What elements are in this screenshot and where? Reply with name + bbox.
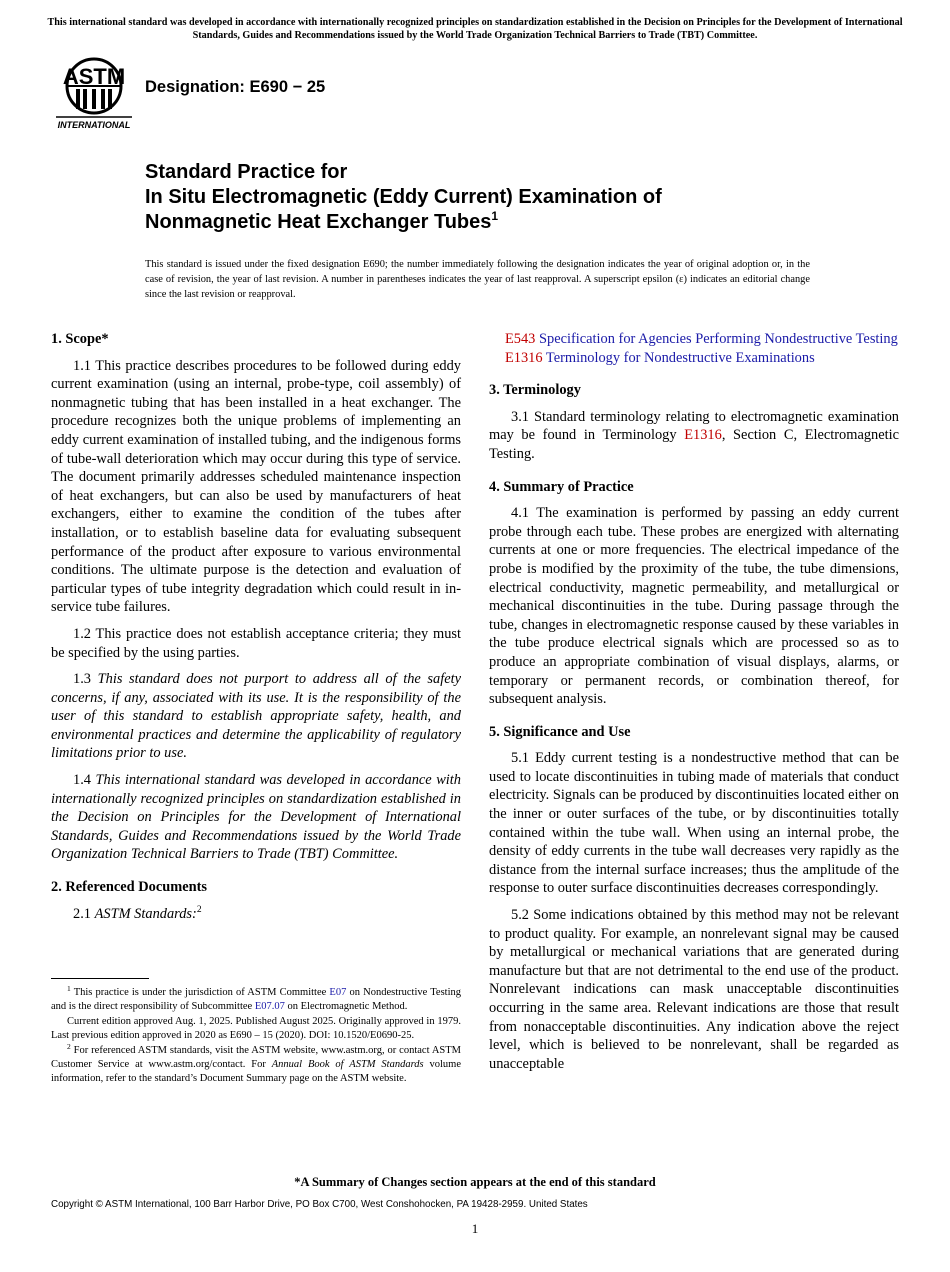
section-2-heading: 2. Referenced Documents xyxy=(51,879,207,896)
title-line-3 xyxy=(145,210,905,235)
reference-e543 xyxy=(489,330,899,349)
title-line-2: In Situ Electromagnetic (Eddy Current) Examination of xyxy=(145,186,662,208)
footnote-divider xyxy=(51,978,149,979)
paragraph-1-3 xyxy=(51,670,461,763)
paragraph-3-1-text-a: 3.1 Standard terminology relating to electromagnetic examination may be found in Terminology xyxy=(489,408,899,444)
paragraph-2-1-text: ASTM Standards: xyxy=(94,905,197,922)
logo-text: INTERNATIONAL xyxy=(57,120,131,130)
footnote-1-mark: 1 xyxy=(67,984,71,993)
reference-e1316 xyxy=(489,349,899,368)
paragraph-1-3-number: 1.3 xyxy=(73,671,91,688)
reference-e543-code[interactable]: E543 xyxy=(505,331,536,347)
footnote-1-edition: Current edition approved Aug. 1, 2025. Published August 2025. Originally approved in 1979. Last previous edition approved in 2020 as E690 – 15 (2020). DOI: 10.1520/E0690-25. xyxy=(51,1016,461,1041)
paragraph-3-1-text-b: , Section C, Electromagnetic Testing. xyxy=(489,427,899,462)
page-number: 1 xyxy=(471,1221,479,1236)
right-column xyxy=(489,330,899,1081)
paragraph-3-1-code-link[interactable]: E1316 xyxy=(684,427,722,444)
top-notice: This international standard was developed in accordance with internationally recognized principles on standardization established in the Decision on Principles for the Development of International Standards, Guides and Recommendations issued by the World Trade Organization Technical Barriers to Trade (TBT) Committee. xyxy=(47,17,903,41)
footnote-1-committee-link[interactable]: E07 xyxy=(329,987,347,998)
document-title xyxy=(145,160,905,235)
section-5-heading: 5. Significance and Use xyxy=(489,723,631,740)
astm-logo xyxy=(52,56,136,132)
designation: Designation: E690 − 25 xyxy=(145,78,326,96)
paragraph-1-4 xyxy=(51,771,461,864)
issue-note: This standard is issued under the fixed designation E690; the number immediately following the designation indicates the year of original adoption or, in the case of revision, the year of last revision. A number in parentheses indicates the year of last reapproval. A superscript epsilon (ε) indicates an editorial change since the last revision or reapproval. xyxy=(145,259,810,300)
paragraph-1-3-text: This standard does not purport to address all of the safety concerns, if any, associated with its use. It is the responsibility of the user of this standard to establish appropriate safety, health, and environmental practices and determine the applicability of regulatory limitations prior to use. xyxy=(51,671,461,762)
footnote-1-text-b: on Nondestructive Testing and is the direct responsibility of Subcommittee xyxy=(51,987,461,1012)
footnote-2-text-b: volume information, refer to the standard’s Document Summary page on the ASTM website. xyxy=(51,1058,462,1084)
paragraph-4-1: 4.1 The examination is performed by passing an eddy current probe through each tube. These probes are energized with alternating currents at one or more frequencies. The electrical impedance of the probe is modified by the proximity of the tube, the tube dimensions, electrical conductivity, magnetic permeability, and metallurgical or mechanical discontinuities in the tube. During passage through the tube, changes in electromagnetic response caused by these variables in the tube produce electrical signals which are processed so as to produce an appropriate combination of visual displays, alarms, or temporary or permanent records, or combination thereof, for subsequent analysis. xyxy=(489,505,899,708)
footnote-1-text-c: on Electromagnetic Method. xyxy=(287,1000,408,1012)
footnote-2-italic: Annual Book of ASTM Standards xyxy=(271,1058,424,1070)
paragraph-2-1-footnote-mark: 2 xyxy=(196,904,202,915)
footnote-2-text-a: For referenced ASTM standards, visit the ASTM website, www.astm.org, or contact ASTM Customer Service at www.astm.org/contact. For xyxy=(51,1045,461,1070)
paragraph-1-4-text: This international standard was developed in accordance with internationally recognized principles on standardization established in the Decision on Principles for the Development of International Standards, Guides and Recommendations issued by the World Trade Organization Technical Barriers to Trade (TBT) Committee. xyxy=(51,772,461,863)
reference-e1316-title[interactable]: Terminology for Nondestructive Examinations xyxy=(545,349,815,366)
summary-of-changes-note: *A Summary of Changes section appears at the end of this standard xyxy=(294,1175,656,1189)
title-footnote-mark: 1 xyxy=(491,209,499,223)
footnote-2-mark: 2 xyxy=(67,1042,71,1052)
reference-e1316-code[interactable]: E1316 xyxy=(505,349,543,366)
reference-e543-title[interactable]: Specification for Agencies Performing Nondestructive Testing xyxy=(539,331,898,347)
paragraph-2-1 xyxy=(51,905,461,924)
footnote-1-subcommittee-link[interactable]: E07.07 xyxy=(254,1000,285,1012)
section-1-heading: 1. Scope* xyxy=(51,331,109,347)
paragraph-2-1-number: 2.1 xyxy=(73,905,91,922)
paragraph-3-1 xyxy=(489,408,899,464)
section-4-heading: 4. Summary of Practice xyxy=(489,478,634,495)
footnote-1-text-a: This practice is under the jurisdiction of ASTM Committee xyxy=(73,987,327,998)
footnotes xyxy=(51,986,461,1087)
title-line-3-text: Nonmagnetic Heat Exchanger Tubes xyxy=(145,211,492,233)
logo-monogram: ASTM xyxy=(62,64,126,89)
footnote-1 xyxy=(51,986,461,1013)
astm-logo-mark-icon xyxy=(52,56,136,132)
paragraph-5-1: 5.1 Eddy current testing is a nondestructive method that can be used to locate discontinuities in tubing made of materials that conduct electricity. Signals can be produced by discontinuities located either on the inner or outer surfaces of the tube, or by discontinuities totally contained within the tube wall. When using an internal probe, the density of eddy currents in the tube wall decreases very rapidly as the distance from the internal surface increases; thus the amplitude of the response to outer surface discontinuities decreases correspondingly. xyxy=(489,750,899,897)
copyright: Copyright © ASTM International, 100 Barr Harbor Drive, PO Box C700, West Conshohocken, PA 19428-2959. United States xyxy=(51,1199,588,1210)
footnote-2 xyxy=(51,1044,461,1085)
paragraph-1-4-number: 1.4 xyxy=(73,772,91,789)
section-3-heading: 3. Terminology xyxy=(489,382,581,399)
paragraph-5-2: 5.2 Some indications obtained by this method may not be relevant to product quality. For example, an nonrelevant signal may be caused by metallurgical or mechanical variations that are generated during manufacture but that are not detrimental to the end use of the product. Nonrelevant indications can mask unacceptable discontinuities occurring in the same area. Relevant indications are those that result from nonacceptable discontinuities. Any indication above the reject level, which is believed to be nonrelevant, shall be regarded as unacceptable xyxy=(489,907,899,1072)
paragraph-1-2: 1.2 This practice does not establish acceptance criteria; they must be specified by the using parties. xyxy=(51,625,461,661)
left-column xyxy=(51,330,461,931)
title-line-1: Standard Practice for xyxy=(145,161,348,183)
paragraph-1-1: 1.1 This practice describes procedures to be followed during eddy current examination (using an internal, probe-type, coil assembly) of nonmagnetic tubing that has been installed in a heat exchanger. The procedure recognizes both the unique problems of implementing an eddy current examination of installed tubing, and the indigenous forms of tube-wall deterioration which may occur during this type of service. The document primarily addresses scheduled maintenance inspection of heat exchangers, but can also be used by manufacturers of heat exchangers, either to examine the condition of the tubes after installation, or to establish baseline data for evaluating subsequent performance of the product after exposure to various environmental conditions. The ultimate purpose is the detection and evaluation of particular types of tube integrity degradation which could result in in-service tube failures. xyxy=(51,357,461,616)
